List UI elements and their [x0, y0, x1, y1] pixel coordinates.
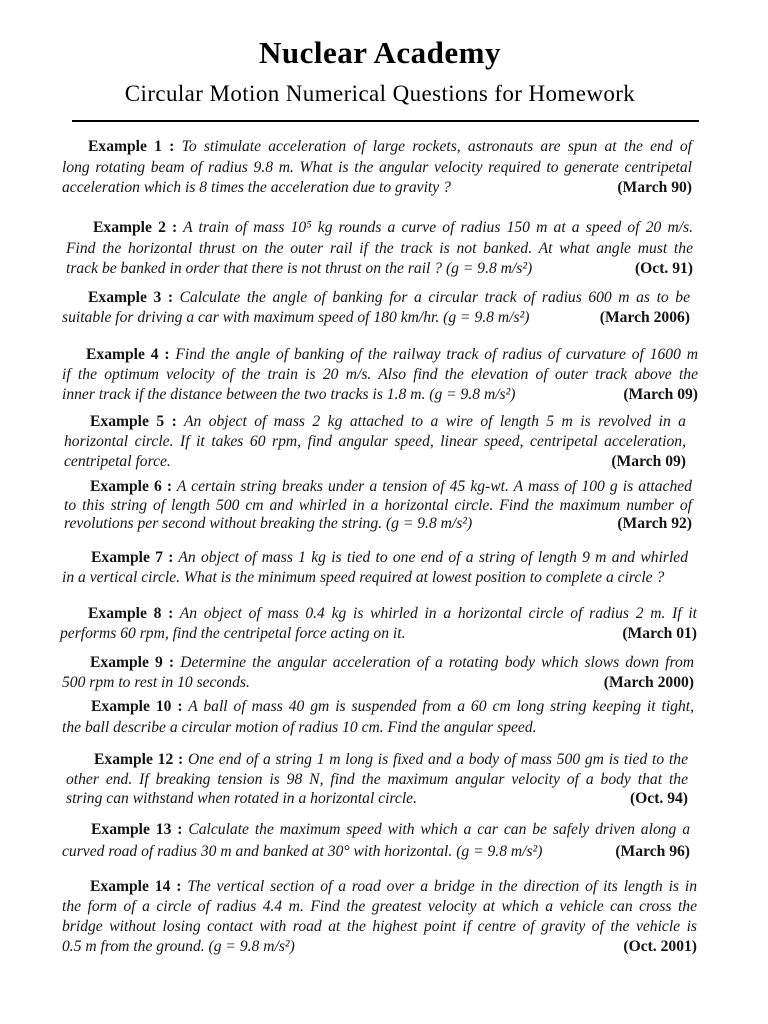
question-text-line [62, 308, 690, 328]
question-text: track be banked in order that there is not thrust on the rail ? (g = 9.8 m/s²) [66, 260, 533, 277]
exam-reference: (March 92) [617, 515, 692, 532]
example-5 [64, 412, 686, 472]
question-text: The vertical section of a road over a bridge in the direction of its length is in [187, 878, 697, 895]
example-label: Example 10 : [91, 698, 183, 715]
question-text: 500 rpm to rest in 10 seconds. [62, 674, 250, 691]
example-9 [62, 653, 694, 693]
question-text-line [62, 937, 697, 957]
document-subtitle: Circular Motion Numerical Questions for Homework [124, 81, 636, 106]
example-6 [64, 478, 692, 534]
question-text-line [62, 653, 694, 673]
example-label: Example 6 : [90, 478, 173, 495]
question-text-line [60, 604, 697, 624]
exam-reference: (Oct. 94) [629, 790, 688, 807]
question-text: To stimulate acceleration of large rockets, astronauts are spun at the end of [181, 138, 693, 155]
document-title: Nuclear Academy [259, 35, 501, 70]
question-text: suitable for driving a car with maximum speed of 180 km/hr. (g = 9.8 m/s²) [62, 309, 530, 326]
question-text: 0.5 m from the ground. (g = 9.8 m/s²) [62, 938, 295, 955]
exam-reference: (March 09) [611, 453, 686, 470]
example-10 [62, 696, 694, 738]
question-text: centripetal force. [64, 453, 171, 470]
question-text: One end of a string 1 m long is fixed and a body of mass 500 gm is tied to the [188, 751, 688, 768]
example-2 [66, 218, 693, 280]
question-text-line: long rotating beam of radius 9.8 m. What is the angular velocity required to generate centripetal [62, 158, 692, 176]
example-8 [60, 604, 697, 644]
question-text: Calculate the maximum speed with which a car can be safely driven along a [188, 821, 691, 838]
question-text-line: the ball describe a circular motion of radius 10 cm. Find the angular speed. [62, 719, 537, 736]
exam-reference: (March 09) [623, 386, 698, 403]
example-12 [66, 750, 688, 809]
example-label: Example 4 : [86, 346, 170, 363]
question-text-line [62, 548, 688, 568]
exam-reference: (March 96) [615, 843, 690, 860]
exam-reference: (Oct. 2001) [623, 938, 697, 955]
exam-reference: (March 90) [617, 179, 692, 196]
question-text: curved road of radius 30 m and banked at 30° with horizontal. (g = 9.8 m/s²) [62, 843, 543, 860]
question-text: Determine the angular acceleration of a rotating body which slows down from [180, 654, 695, 671]
question-text-line [64, 478, 692, 497]
example-13 [62, 819, 690, 863]
question-text: A train of mass 10⁵ kg rounds a curve of radius 150 m at a speed of 20 m/s. [183, 219, 694, 236]
question-text: A ball of mass 40 gm is suspended from a 60 cm long string keeping it tight, [188, 698, 694, 715]
example-4 [62, 345, 698, 405]
question-text-line [62, 841, 690, 863]
question-text: A certain string breaks under a tension of 45 kg-wt. A mass of 100 g is attached [176, 478, 692, 495]
exam-reference: (March 2006) [599, 309, 690, 326]
question-text-line [62, 385, 698, 405]
exam-reference: (Oct. 91) [634, 260, 693, 277]
question-text-line [64, 515, 692, 534]
question-text-line [66, 259, 693, 280]
example-3 [62, 288, 690, 328]
question-text-line [62, 819, 690, 841]
question-text-line [62, 345, 698, 365]
exam-reference: (March 01) [622, 625, 697, 642]
question-text-line [62, 288, 690, 308]
question-text: An object of mass 0.4 kg is whirled in a horizontal circle of radius 2 m. If it [179, 605, 697, 622]
question-text-line [66, 218, 693, 239]
question-text: An object of mass 1 kg is tied to one end of a string of length 9 m and whirled [178, 549, 688, 566]
example-label: Example 12 : [94, 751, 184, 768]
question-text-line [62, 178, 692, 199]
example-label: Example 9 : [90, 654, 175, 671]
question-text: revolutions per second without breaking the string. (g = 9.8 m/s²) [64, 515, 473, 532]
question-text: performs 60 rpm, find the centripetal force acting on it. [60, 625, 406, 642]
question-text: acceleration which is 8 times the acceleration due to gravity ? [62, 179, 451, 196]
question-text: inner track if the distance between the two tracks is 1.8 m. (g = 9.8 m/s²) [62, 386, 516, 403]
example-7 [62, 548, 688, 588]
example-label: Example 8 : [88, 605, 174, 622]
question-text-line: Find the horizontal thrust on the outer rail if the track is not banked. At what angle must the [66, 239, 693, 257]
question-text-line: if the optimum velocity of the train is 20 m/s. Also find the elevation of outer track above the [62, 366, 698, 383]
question-text-line [66, 750, 688, 770]
example-label: Example 14 : [90, 878, 182, 895]
example-label: Example 1 : [88, 138, 175, 155]
question-text-line [62, 696, 694, 717]
example-label: Example 7 : [91, 549, 174, 566]
example-label: Example 2 : [93, 219, 178, 236]
question-text-line: horizontal circle. If it takes 60 rpm, find angular speed, linear speed, centripetal acceleration, [64, 433, 686, 450]
question-text-line: to this string of length 500 cm and whirled in a horizontal circle. Find the maximum number of [64, 496, 692, 514]
question-text-line [66, 789, 688, 809]
exam-reference: (March 2000) [603, 674, 694, 691]
example-14 [62, 877, 697, 957]
example-label: Example 3 : [88, 289, 174, 306]
example-1 [62, 137, 692, 199]
question-text-line [64, 452, 686, 472]
question-text: Calculate the angle of banking for a circular track of radius 600 m as to be [179, 289, 691, 306]
question-text-line [62, 137, 692, 158]
question-text-line: in a vertical circle. What is the minimum speed required at lowest position to complete a circle ? [62, 569, 665, 586]
question-text-line [60, 624, 697, 644]
question-text-line [62, 877, 697, 897]
question-text-line [62, 673, 694, 693]
question-text-line: other end. If breaking tension is 98 N, find the maximum angular velocity of a body that the [66, 770, 688, 788]
example-label: Example 13 : [91, 821, 183, 838]
question-text-line [64, 412, 686, 432]
question-text: Find the angle of banking of the railway track of radius of curvature of 1600 m [175, 346, 698, 363]
header-divider [72, 120, 699, 122]
example-label: Example 5 : [90, 413, 177, 430]
question-text-line: the form of a circle of radius 4.4 m. Find the greatest velocity at which a vehicle can cross the [62, 898, 697, 915]
question-text: string can withstand when rotated in a horizontal circle. [66, 790, 417, 807]
question-text: An object of mass 2 kg attached to a wire of length 5 m is revolved in a [183, 413, 686, 430]
question-text-line: bridge without losing contact with road at the highest point if centre of gravity of the vehicle is [62, 918, 697, 935]
